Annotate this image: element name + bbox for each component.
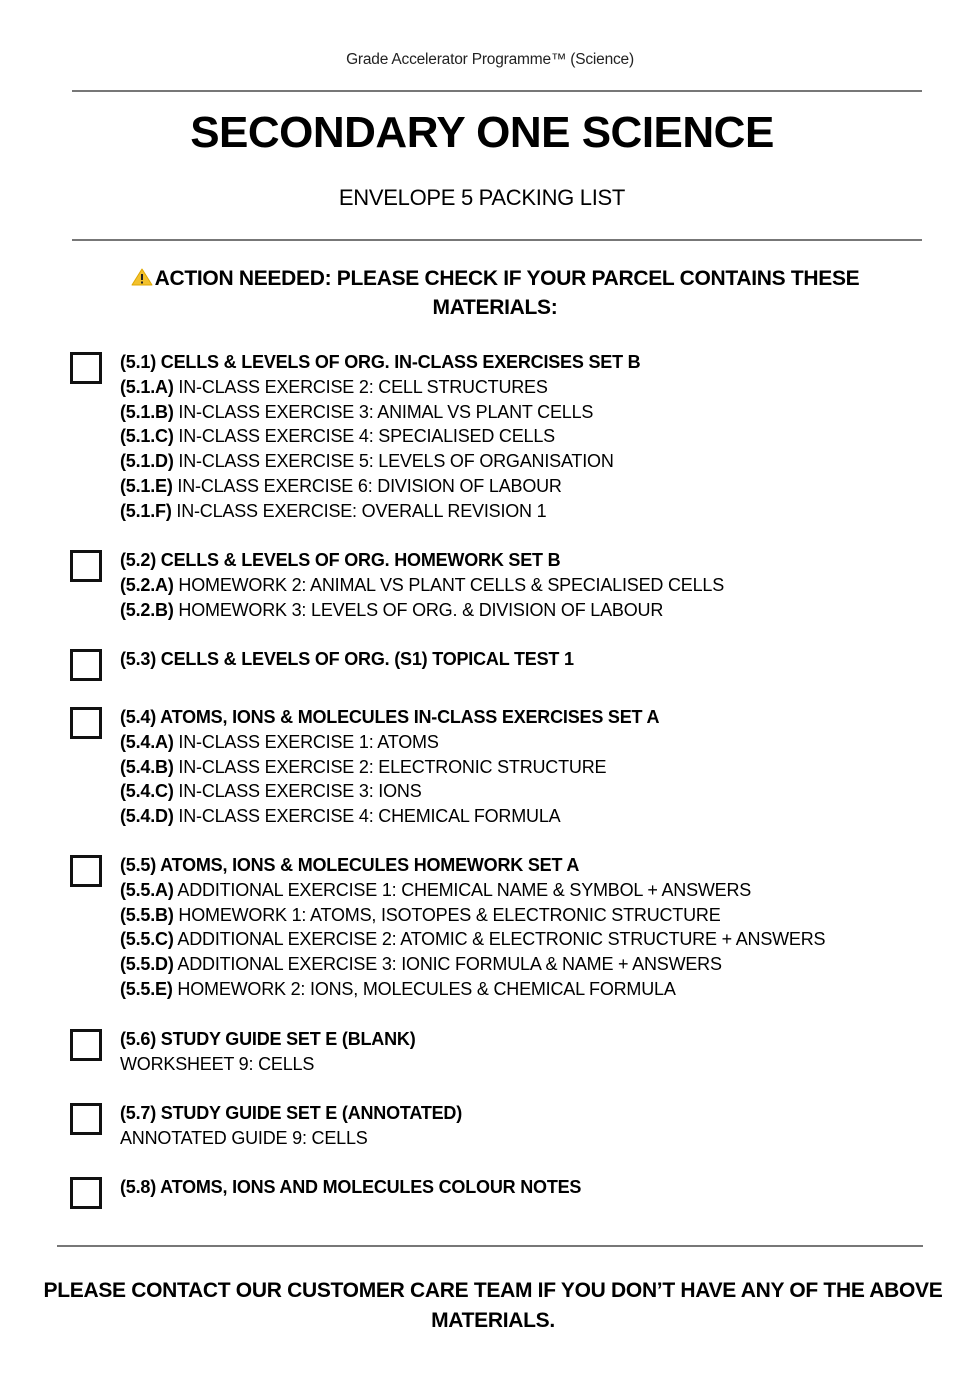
list-item: (5.4.C) IN-CLASS EXERCISE 3: IONS — [120, 781, 422, 802]
group-title: (5.7) STUDY GUIDE SET E (ANNOTATED) — [120, 1103, 463, 1123]
checkbox-5-3[interactable] — [70, 649, 102, 681]
list-item: (5.4.B) IN-CLASS EXERCISE 2: ELECTRONIC STRUCTURE — [120, 756, 607, 777]
top-divider — [72, 90, 922, 92]
checkbox-5-8[interactable] — [70, 1177, 102, 1209]
list-item: (5.5.D) ADDITIONAL EXERCISE 3: IONIC FORMULA & NAME + ANSWERS — [120, 954, 722, 975]
programme-note: Grade Accelerator Programme™ (Science) — [346, 51, 634, 68]
group-title: (5.2) CELLS & LEVELS OF ORG. HOMEWORK SET B — [120, 550, 561, 570]
footer-divider — [57, 1245, 923, 1247]
warning-icon — [131, 265, 153, 283]
page-subtitle: ENVELOPE 5 PACKING LIST — [338, 185, 626, 210]
action-notice-text: ACTION NEEDED: PLEASE CHECK IF YOUR PARCEL CONTAINS THESE MATERIALS: — [154, 267, 860, 319]
list-item: (5.4.D) IN-CLASS EXERCISE 4: CHEMICAL FORMULA — [120, 806, 561, 827]
page-title: SECONDARY ONE SCIENCE — [190, 108, 774, 157]
checkbox-5-2[interactable] — [70, 550, 102, 582]
checkbox-5-6[interactable] — [70, 1029, 102, 1061]
list-item: (5.1.A) IN-CLASS EXERCISE 2: CELL STRUCTURES — [120, 376, 548, 397]
checkbox-5-7[interactable] — [70, 1103, 102, 1135]
list-item: (5.4.A) IN-CLASS EXERCISE 1: ATOMS — [120, 731, 439, 752]
group-title: (5.8) ATOMS, IONS AND MOLECULES COLOUR NOTES — [120, 1177, 582, 1197]
list-item: (5.2.B) HOMEWORK 3: LEVELS OF ORG. & DIVISION OF LABOUR — [120, 599, 664, 620]
list-item: (5.1.B) IN-CLASS EXERCISE 3: ANIMAL VS PLANT CELLS — [120, 401, 594, 422]
list-item: (5.5.E) HOMEWORK 2: IONS, MOLECULES & CHEMICAL FORMULA — [120, 978, 676, 999]
checkbox-5-1[interactable] — [70, 352, 102, 384]
list-item: (5.5.C) ADDITIONAL EXERCISE 2: ATOMIC & ELECTRONIC STRUCTURE + ANSWERS — [120, 929, 826, 950]
list-item: ANNOTATED GUIDE 9: CELLS — [120, 1127, 368, 1148]
list-item: (5.1.D) IN-CLASS EXERCISE 5: LEVELS OF ORGANISATION — [120, 451, 614, 472]
list-item: (5.2.A) HOMEWORK 2: ANIMAL VS PLANT CELLS & SPECIALISED CELLS — [120, 574, 725, 595]
list-item: (5.1.C) IN-CLASS EXERCISE 4: SPECIALISED CELLS — [120, 426, 555, 447]
group-title: (5.5) ATOMS, IONS & MOLECULES HOMEWORK SET A — [120, 855, 580, 875]
list-item: (5.1.F) IN-CLASS EXERCISE: OVERALL REVISION 1 — [120, 500, 547, 521]
checkbox-5-4[interactable] — [70, 707, 102, 739]
list-item: (5.1.E) IN-CLASS EXERCISE 6: DIVISION OF LABOUR — [120, 475, 562, 496]
list-item: (5.5.B) HOMEWORK 1: ATOMS, ISOTOPES & ELECTRONIC STRUCTURE — [120, 904, 721, 925]
group-title: (5.4) ATOMS, IONS & MOLECULES IN-CLASS EXERCISES SET A — [120, 707, 660, 727]
group-title: (5.3) CELLS & LEVELS OF ORG. (S1) TOPICAL TEST 1 — [120, 649, 574, 669]
list-item: WORKSHEET 9: CELLS — [120, 1053, 315, 1074]
action-notice — [100, 264, 890, 322]
group-title: (5.1) CELLS & LEVELS OF ORG. IN-CLASS EXERCISES SET B — [120, 352, 641, 372]
group-title: (5.6) STUDY GUIDE SET E (BLANK) — [120, 1029, 416, 1049]
header-divider — [72, 239, 922, 241]
checkbox-5-5[interactable] — [70, 855, 102, 887]
footer-contact-note: PLEASE CONTACT OUR CUSTOMER CARE TEAM IF YOU DON’T HAVE ANY OF THE ABOVE MATERIALS. — [43, 1279, 943, 1332]
list-item: (5.5.A) ADDITIONAL EXERCISE 1: CHEMICAL NAME & SYMBOL + ANSWERS — [120, 879, 752, 900]
